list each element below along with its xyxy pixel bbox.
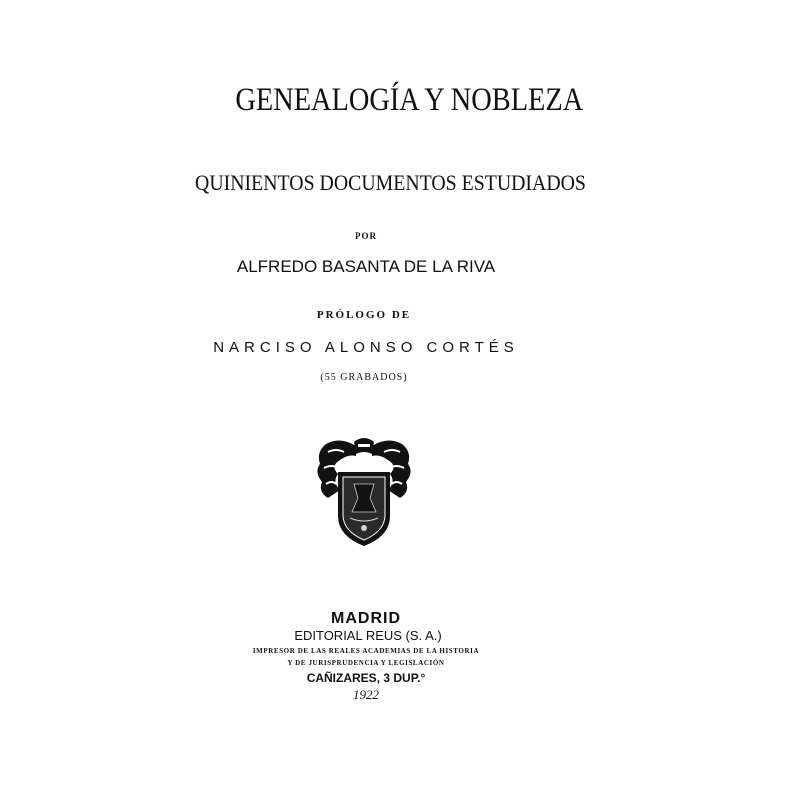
prologue-author: NARCISO ALONSO CORTÉS bbox=[213, 339, 519, 356]
imprint-publisher: EDITORIAL REUS (S. A.) bbox=[294, 628, 442, 643]
prologue-label: PRÓLOGO DE bbox=[316, 309, 412, 321]
imprint-address: CAÑIZARES, 3 DUP.° bbox=[306, 671, 426, 685]
coat-of-arms-icon bbox=[310, 432, 418, 548]
book-title: GENEALOGÍA Y NOBLEZA bbox=[235, 82, 584, 118]
author-name: ALFREDO BASANTA DE LA RIVA bbox=[236, 257, 496, 276]
imprint-printer-line-2: Y DE JURISPRUDENCIA Y LEGISLACIÓN bbox=[287, 659, 445, 667]
imprint-printer-line-1: IMPRESOR DE LAS REALES ACADEMIAS DE LA HISTORIA bbox=[252, 647, 480, 655]
imprint-city: MADRID bbox=[331, 610, 401, 627]
book-subtitle: QUINIENTOS DOCUMENTOS ESTUDIADOS bbox=[195, 170, 586, 195]
by-label: POR bbox=[355, 231, 377, 241]
illustrations-note: (55 GRABADOS) bbox=[320, 372, 408, 383]
imprint-year: 1922 bbox=[353, 687, 379, 702]
